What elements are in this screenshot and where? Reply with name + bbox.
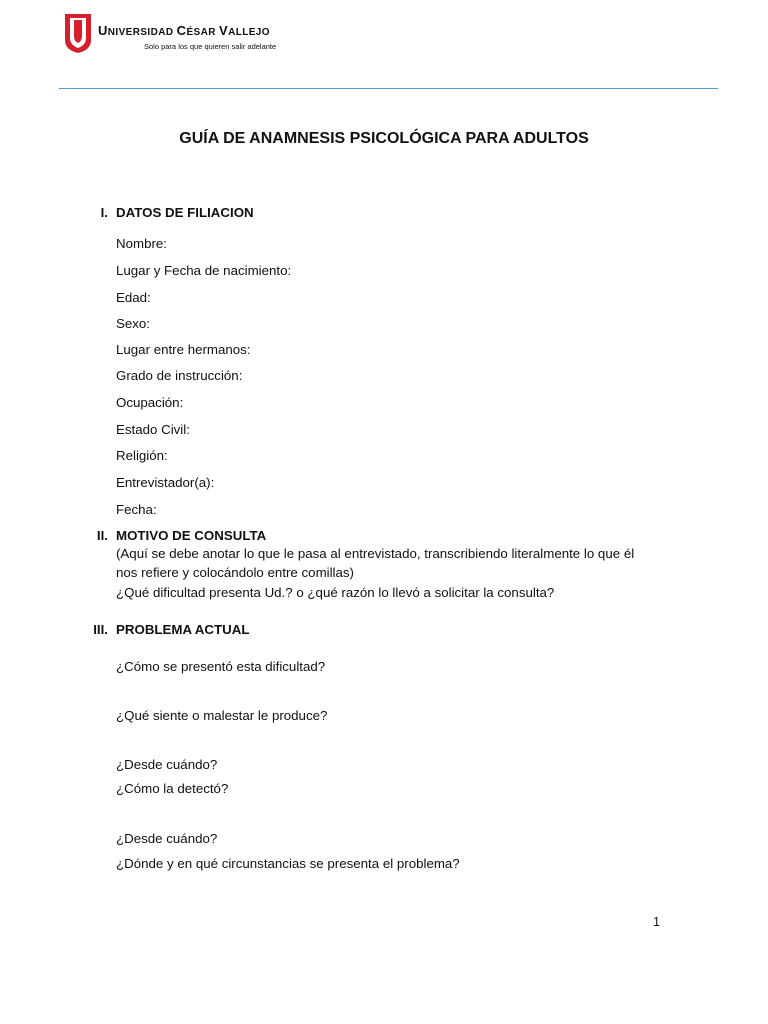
shield-icon <box>64 12 92 54</box>
field-label: Religión: <box>116 448 168 463</box>
section-number: II. <box>96 528 108 543</box>
university-logo <box>64 10 277 56</box>
university-tagline: Solo para los que quieren salir adelante <box>144 42 277 51</box>
question-line: ¿Desde cuándo? <box>116 757 218 772</box>
field-label: Lugar entre hermanos: <box>116 342 251 357</box>
question-line: ¿Cómo la detectó? <box>116 781 229 796</box>
field-label: Sexo: <box>116 316 151 331</box>
question-line: ¿Qué siente o malestar le produce? <box>116 708 328 723</box>
question-line: ¿Qué dificultad presenta Ud.? o ¿qué razón lo llevó a solicitar la consulta? <box>116 585 555 600</box>
paragraph-line: nos refiere y colocándolo entre comillas) <box>116 565 354 580</box>
section-title: DATOS DE FILIACION <box>116 205 254 220</box>
field-label: Ocupación: <box>116 395 184 410</box>
page-number: 1 <box>653 915 660 929</box>
section-number: I. <box>100 205 108 220</box>
section-number: III. <box>93 622 108 637</box>
field-label: Estado Civil: <box>116 422 190 437</box>
university-name: UNIVERSIDAD CÉSAR VALLEJO <box>98 23 270 38</box>
field-label: Fecha: <box>116 502 157 517</box>
field-label: Nombre: <box>116 236 167 251</box>
document-title: GUÍA DE ANAMNESIS PSICOLÓGICA PARA ADULTOS <box>179 130 589 147</box>
question-line: ¿Cómo se presentó esta dificultad? <box>116 659 326 674</box>
section-title: MOTIVO DE CONSULTA <box>116 528 267 543</box>
section-title: PROBLEMA ACTUAL <box>116 622 250 637</box>
field-label: Edad: <box>116 290 151 305</box>
field-label: Lugar y Fecha de nacimiento: <box>116 263 292 278</box>
field-label: Grado de instrucción: <box>116 368 243 383</box>
header-rule <box>59 88 718 89</box>
question-line: ¿Dónde y en qué circunstancias se presenta el problema? <box>116 856 460 871</box>
question-line: ¿Desde cuándo? <box>116 831 218 846</box>
paragraph-line: (Aquí se debe anotar lo que le pasa al entrevistado, transcribiendo literalmente lo que él <box>116 546 635 561</box>
field-label: Entrevistador(a): <box>116 475 215 490</box>
